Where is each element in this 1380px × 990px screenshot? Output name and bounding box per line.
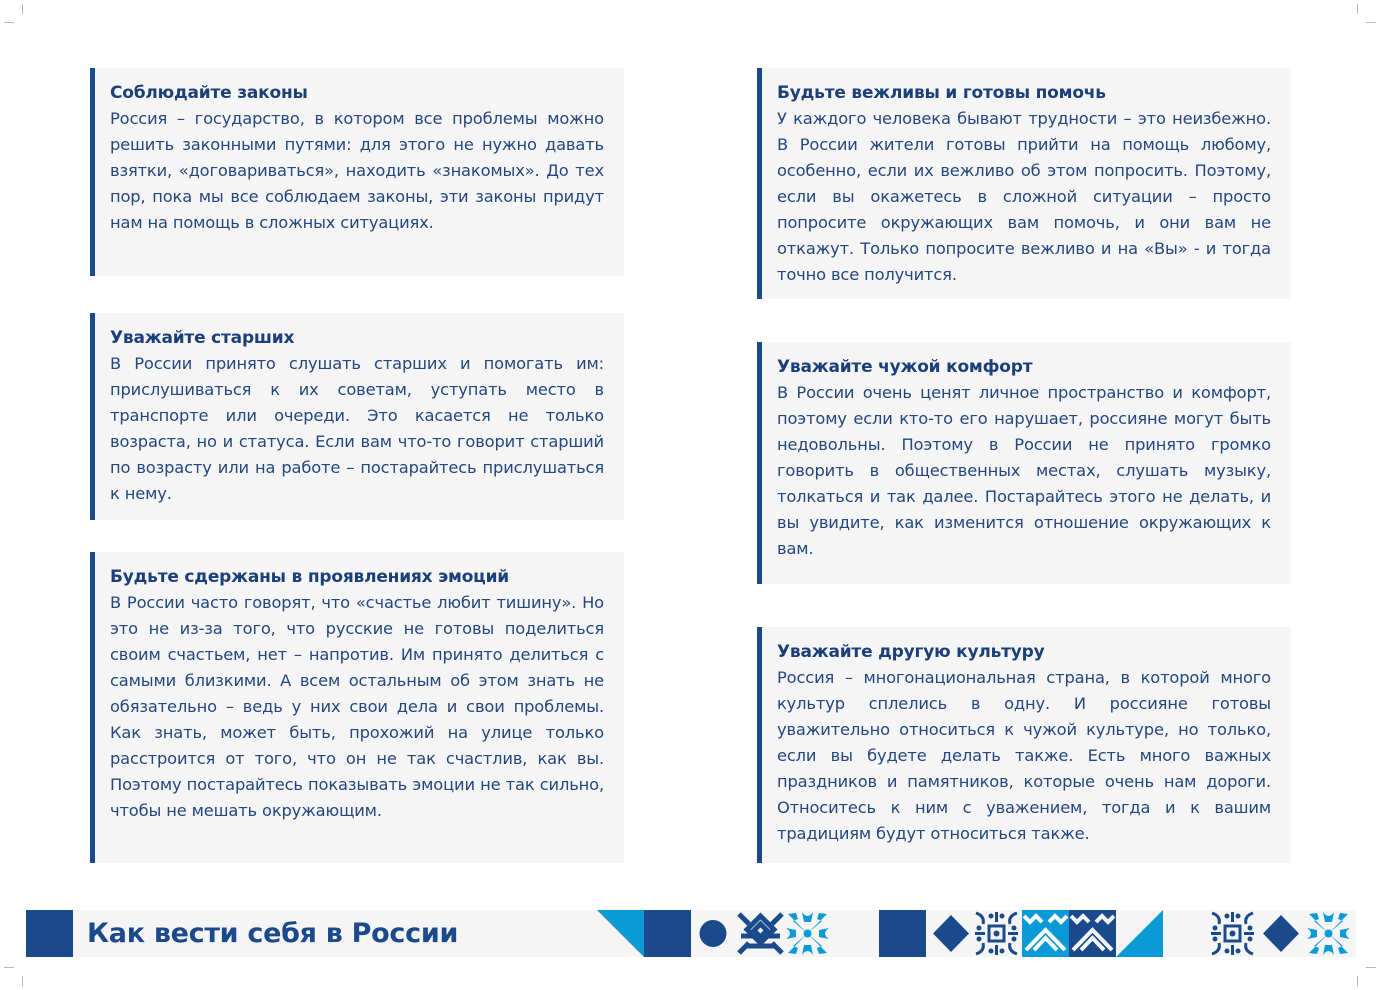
card-title: Уважайте чужой комфорт (777, 357, 1033, 377)
rule-card-respect-comfort (757, 342, 1291, 584)
card-body: В России очень ценят личное пространство и комфорт, поэтому если кто-то его нарушает, россияне могут быть недовольны. Поэтому в России не принято громко говорить в общественных местах, слушать музыку, толкаться и так далее. Постарайтесь этого не делать, и вы увидите, как изменится отношение окружающих к вам. (777, 383, 1271, 558)
footer-square-icon (26, 910, 73, 957)
card-body: Россия – многонациональная страна, в которой много культур сплелись в одну. И россияне готовы уважительно относиться к чужой культуре, но только, если вы будете делать также. Есть много важных праздников и памятников, которые очень нам дороги. Относитесь к ним с уважением, тогда и к вашим традициям будут относиться также. (777, 668, 1271, 843)
fleur-cross-icon (784, 910, 831, 957)
card-body: У каждого человека бывают трудности – это неизбежно. В России жители готовы прийти на помощь любому, особенно, если их вежливо об этом попросить. Поэтому, если вы окажетесь в сложной ситуации – просто попросите окружающих вам помочь, и они вам не откажут. Только попросите вежливо и на «Вы» - и тогда точно все получится. (777, 109, 1271, 284)
rule-card-restrain-emotions (90, 552, 624, 863)
rule-card-respect-culture (757, 627, 1291, 863)
card-title: Уважайте другую культуру (777, 642, 1045, 662)
card-body: Россия – государство, в котором все проблемы можно решить законными путями: для этого не нужно давать взятки, «договариваться», находить «знакомых». До тех пор, пока мы все соблюдаем законы, эти законы придут нам на помощь в сложных ситуациях. (110, 109, 604, 232)
rule-card-respect-elders (90, 313, 624, 520)
card-title: Уважайте старших (110, 328, 295, 348)
crop-mark (1366, 967, 1376, 968)
triangle-icon (597, 910, 644, 957)
diamond-icon (932, 910, 970, 957)
crop-mark (1366, 22, 1376, 23)
diamond-icon (1262, 910, 1300, 957)
card-title: Будьте сдержаны в проявлениях эмоций (110, 567, 510, 587)
floral-tile-icon (973, 910, 1020, 957)
rule-card-obey-laws (90, 68, 624, 276)
folk-lattice-icon (737, 910, 784, 957)
circle-icon (699, 910, 729, 957)
crop-mark (22, 4, 23, 14)
card-title: Соблюдайте законы (110, 83, 308, 103)
folk-zigzag-icon (1022, 910, 1069, 957)
floral-tile-icon (1209, 910, 1256, 957)
card-body: В России принято слушать старших и помогать им: прислушиваться к их советам, уступать место в транспорте или очереди. Это касается не только возраста, но и статуса. Если вам что-то говорит старший по возрасту или на работе – постарайтесь прислушаться к нему. (110, 354, 604, 503)
crop-mark (1357, 4, 1358, 14)
crop-mark (4, 22, 14, 23)
crop-mark (1357, 976, 1358, 986)
crop-mark (4, 967, 14, 968)
footer-title: Как вести себя в России (87, 918, 459, 949)
fleur-cross-icon (1305, 910, 1352, 957)
square-icon (644, 910, 691, 957)
triangle-icon (1116, 910, 1163, 957)
square-icon (879, 910, 926, 957)
crop-mark (22, 976, 23, 986)
card-title: Будьте вежливы и готовы помочь (777, 83, 1106, 103)
rule-card-be-polite (757, 68, 1291, 299)
card-body: В России часто говорят, что «счастье любит тишину». Но это не из-за того, что русские не готовы поделиться своим счастьем, нет – напротив. Им принято делиться с самыми близкими. А всем остальным об этом знать не обязательно – ведь у них свои дела и свои проблемы. Как знать, может быть, прохожий на улице только расстроится от того, что он не так счастлив, как вы. Поэтому постарайтесь показывать эмоции не так сильно, чтобы не мешать окружающим. (110, 593, 604, 820)
folk-zigzag-icon (1069, 910, 1116, 957)
